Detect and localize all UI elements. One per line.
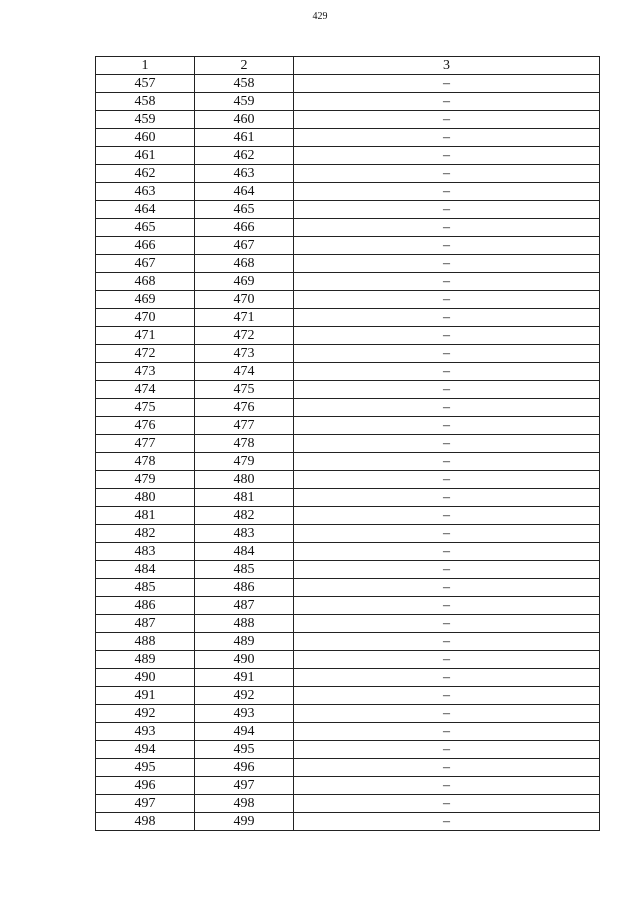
table-row	[96, 813, 600, 831]
table-cell-col-1: 470	[96, 309, 195, 327]
table-cell-col-3: –	[294, 777, 600, 795]
table-cell-col-3: –	[294, 399, 600, 417]
table-row	[96, 363, 600, 381]
table-cell-col-3: –	[294, 489, 600, 507]
table-row	[96, 327, 600, 345]
table-cell-col-2: 482	[195, 507, 294, 525]
table-cell-col-3: –	[294, 327, 600, 345]
table-cell-col-3: –	[294, 381, 600, 399]
table-row	[96, 597, 600, 615]
table-row	[96, 147, 600, 165]
table-row	[96, 669, 600, 687]
table-cell-col-2: 475	[195, 381, 294, 399]
table-cell-col-3: –	[294, 597, 600, 615]
table-cell-col-1: 462	[96, 165, 195, 183]
table-cell-col-3: –	[294, 129, 600, 147]
table-row	[96, 183, 600, 201]
table-cell-col-2: 478	[195, 435, 294, 453]
table-row	[96, 543, 600, 561]
table-cell-col-2: 492	[195, 687, 294, 705]
table-row	[96, 435, 600, 453]
table-cell-col-2: 481	[195, 489, 294, 507]
table-cell-col-1: 466	[96, 237, 195, 255]
table-cell-col-2: 470	[195, 291, 294, 309]
table-cell-col-2: 499	[195, 813, 294, 831]
table-cell-col-3: –	[294, 633, 600, 651]
table-row	[96, 201, 600, 219]
table-row	[96, 723, 600, 741]
table-cell-col-3: –	[294, 561, 600, 579]
table-cell-col-2: 485	[195, 561, 294, 579]
table-cell-col-2: 469	[195, 273, 294, 291]
table-cell-col-3: –	[294, 813, 600, 831]
table-row	[96, 273, 600, 291]
table-cell-col-1: 484	[96, 561, 195, 579]
table-header-row	[96, 57, 600, 75]
table-cell-col-1: 477	[96, 435, 195, 453]
page-number: 429	[312, 11, 328, 22]
table-row	[96, 399, 600, 417]
table-cell-col-2: 489	[195, 633, 294, 651]
table-cell-col-3: –	[294, 525, 600, 543]
table-cell-col-3: –	[294, 759, 600, 777]
table-cell-col-1: 482	[96, 525, 195, 543]
table-cell-col-2: 476	[195, 399, 294, 417]
table-cell-col-2: 493	[195, 705, 294, 723]
table-cell-col-2: 462	[195, 147, 294, 165]
table-cell-col-1: 483	[96, 543, 195, 561]
table-cell-col-1: 461	[96, 147, 195, 165]
table-row	[96, 525, 600, 543]
table-cell-col-1: 498	[96, 813, 195, 831]
table-cell-col-3: –	[294, 255, 600, 273]
table-cell-col-3: –	[294, 165, 600, 183]
table-cell-col-3: –	[294, 201, 600, 219]
table-cell-col-1: 473	[96, 363, 195, 381]
table-cell-col-1: 495	[96, 759, 195, 777]
table-cell-col-3: –	[294, 309, 600, 327]
table-row	[96, 165, 600, 183]
table-cell-col-3: –	[294, 417, 600, 435]
table-cell-col-2: 497	[195, 777, 294, 795]
table-cell-col-2: 498	[195, 795, 294, 813]
table-cell-col-2: 468	[195, 255, 294, 273]
table-cell-col-2: 473	[195, 345, 294, 363]
table-row	[96, 75, 600, 93]
table-row	[96, 111, 600, 129]
table-cell-col-2: 466	[195, 219, 294, 237]
table-row	[96, 237, 600, 255]
table-cell-col-2: 479	[195, 453, 294, 471]
table-row	[96, 579, 600, 597]
table-cell-col-3: –	[294, 669, 600, 687]
table-cell-col-1: 464	[96, 201, 195, 219]
table-cell-col-1: 487	[96, 615, 195, 633]
table-cell-col-3: –	[294, 147, 600, 165]
table-cell-col-2: 471	[195, 309, 294, 327]
table-cell-col-1: 467	[96, 255, 195, 273]
table-cell-col-1: 463	[96, 183, 195, 201]
table-row	[96, 471, 600, 489]
table-body	[96, 75, 600, 831]
table-cell-col-3: –	[294, 615, 600, 633]
table-row	[96, 615, 600, 633]
table-row	[96, 633, 600, 651]
table-cell-col-3: –	[294, 75, 600, 93]
table-cell-col-3: –	[294, 111, 600, 129]
table-cell-col-3: –	[294, 579, 600, 597]
table-row	[96, 507, 600, 525]
table-cell-col-1: 457	[96, 75, 195, 93]
table-row	[96, 129, 600, 147]
table-cell-col-3: –	[294, 435, 600, 453]
column-header-3: 3	[294, 57, 600, 75]
table-cell-col-1: 474	[96, 381, 195, 399]
table-cell-col-3: –	[294, 93, 600, 111]
table-cell-col-2: 472	[195, 327, 294, 345]
table-cell-col-1: 458	[96, 93, 195, 111]
table-cell-col-1: 475	[96, 399, 195, 417]
table-cell-col-1: 476	[96, 417, 195, 435]
table-cell-col-1: 472	[96, 345, 195, 363]
table-cell-col-2: 467	[195, 237, 294, 255]
table-cell-col-2: 465	[195, 201, 294, 219]
table-row	[96, 651, 600, 669]
table-cell-col-3: –	[294, 471, 600, 489]
table-row	[96, 219, 600, 237]
table-row	[96, 759, 600, 777]
table-cell-col-2: 484	[195, 543, 294, 561]
column-header-1: 1	[96, 57, 195, 75]
table-cell-col-1: 471	[96, 327, 195, 345]
table-cell-col-2: 491	[195, 669, 294, 687]
table-cell-col-3: –	[294, 507, 600, 525]
table-cell-col-1: 468	[96, 273, 195, 291]
table-row	[96, 345, 600, 363]
table-cell-col-3: –	[294, 687, 600, 705]
table-cell-col-1: 493	[96, 723, 195, 741]
table-cell-col-1: 491	[96, 687, 195, 705]
table-cell-col-1: 494	[96, 741, 195, 759]
table-cell-col-2: 474	[195, 363, 294, 381]
table-cell-col-3: –	[294, 273, 600, 291]
table-cell-col-3: –	[294, 219, 600, 237]
table-row	[96, 705, 600, 723]
table-cell-col-1: 496	[96, 777, 195, 795]
table-cell-col-1: 478	[96, 453, 195, 471]
column-header-2: 2	[195, 57, 294, 75]
table-cell-col-2: 458	[195, 75, 294, 93]
table-cell-col-1: 492	[96, 705, 195, 723]
table-row	[96, 561, 600, 579]
table-cell-col-1: 480	[96, 489, 195, 507]
table-cell-col-1: 479	[96, 471, 195, 489]
table-cell-col-2: 488	[195, 615, 294, 633]
table-row	[96, 795, 600, 813]
table-row	[96, 777, 600, 795]
table-cell-col-3: –	[294, 345, 600, 363]
table-cell-col-2: 480	[195, 471, 294, 489]
table-cell-col-1: 497	[96, 795, 195, 813]
table-row	[96, 453, 600, 471]
table-row	[96, 381, 600, 399]
table-cell-col-2: 487	[195, 597, 294, 615]
table-row	[96, 417, 600, 435]
table-cell-col-3: –	[294, 453, 600, 471]
table-cell-col-2: 495	[195, 741, 294, 759]
table-cell-col-3: –	[294, 795, 600, 813]
table-cell-col-3: –	[294, 183, 600, 201]
table-row	[96, 741, 600, 759]
table-cell-col-1: 460	[96, 129, 195, 147]
table-cell-col-3: –	[294, 741, 600, 759]
table-cell-col-2: 494	[195, 723, 294, 741]
table-cell-col-1: 481	[96, 507, 195, 525]
table-row	[96, 255, 600, 273]
table-cell-col-1: 485	[96, 579, 195, 597]
table-row	[96, 93, 600, 111]
table-cell-col-1: 490	[96, 669, 195, 687]
table-cell-col-2: 459	[195, 93, 294, 111]
table-cell-col-1: 459	[96, 111, 195, 129]
table-cell-col-1: 465	[96, 219, 195, 237]
table-cell-col-3: –	[294, 363, 600, 381]
table-cell-col-2: 461	[195, 129, 294, 147]
table-cell-col-3: –	[294, 543, 600, 561]
table-row	[96, 687, 600, 705]
table-cell-col-2: 483	[195, 525, 294, 543]
table-cell-col-3: –	[294, 723, 600, 741]
table-cell-col-2: 496	[195, 759, 294, 777]
table-cell-col-1: 486	[96, 597, 195, 615]
table-cell-col-2: 490	[195, 651, 294, 669]
table-cell-col-3: –	[294, 705, 600, 723]
table-cell-col-2: 463	[195, 165, 294, 183]
table-cell-col-2: 477	[195, 417, 294, 435]
table-cell-col-1: 489	[96, 651, 195, 669]
table-cell-col-3: –	[294, 651, 600, 669]
table-cell-col-1: 488	[96, 633, 195, 651]
table-cell-col-2: 486	[195, 579, 294, 597]
table-cell-col-2: 460	[195, 111, 294, 129]
table-row	[96, 309, 600, 327]
table-cell-col-2: 464	[195, 183, 294, 201]
table-cell-col-1: 469	[96, 291, 195, 309]
table-cell-col-3: –	[294, 291, 600, 309]
table-row	[96, 291, 600, 309]
table-row	[96, 489, 600, 507]
table-cell-col-3: –	[294, 237, 600, 255]
data-table	[95, 56, 600, 831]
